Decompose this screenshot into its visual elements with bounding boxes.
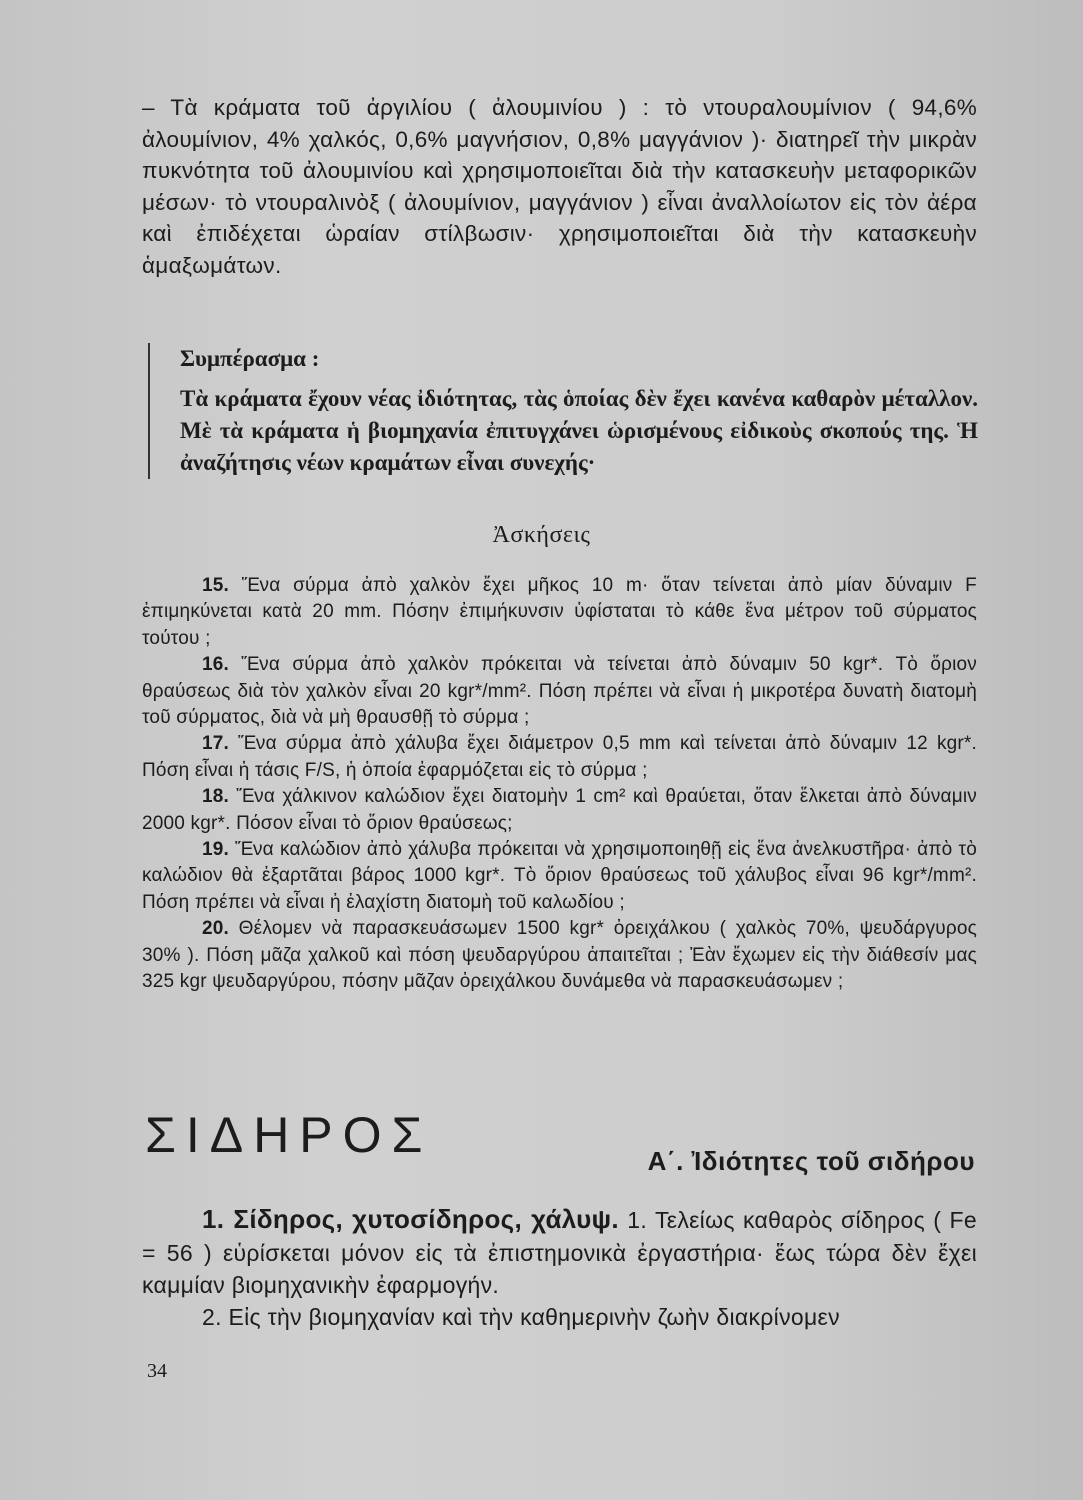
exercise-text: Ἕνα χάλκινον καλώδιον ἔχει διατομὴν 1 cm² καὶ θραύεται, ὅταν ἕλκεται ἀπὸ δύναμιν 2000 kgr*. Πόσον εἶναι τὸ ὅριον θραύσεως; <box>142 786 977 834</box>
exercise-number: 18. <box>202 786 230 808</box>
exercise-item <box>142 916 977 995</box>
conclusion-box <box>148 343 978 479</box>
exercise-item <box>142 837 977 916</box>
chapter-title: ΣΙΔΗΡΟΣ <box>145 1107 433 1163</box>
exercise-text: Θέλομεν νὰ παρασκευάσωμεν 1500 kgr* ὀρειχάλκου ( χαλκὸς 70%, ψευδάργυρος 30% ). Πόση μᾶζα χαλκοῦ καὶ πόση ψευδαργύρου ἀπαιτεῖται ; Ἐὰν ἔχωμεν εἰς τὴν διάθεσίν μας 325 kgr ψευδαργύρου, πόσην μᾶζαν ὀρειχάλκου δυνάμεθα νὰ παρασκευάσωμεν ; <box>142 918 977 993</box>
exercise-text: Ἕνα σύρμα ἀπὸ χαλκὸν πρόκειται νὰ τείνεται ἀπὸ δύναμιν 50 kgr*. Τὸ ὅριον θραύσεως διὰ τὸν χαλκὸν εἶναι 20 kgr*/mm². Πόση πρέπει νὰ εἶναι ἡ μικροτέρα δυνατὴ διατομὴ τοῦ σύρματος, διὰ νὰ μὴ θραυσθῇ τὸ σύρμα ; <box>142 654 977 729</box>
exercise-text: Ἕνα σύρμα ἀπὸ χάλυβα ἔχει διάμετρον 0,5 mm καὶ τείνεται ἀπὸ δύναμιν 12 kgr*. Πόση εἶναι ἡ τάσις F/S, ἡ ὁποία ἐφαρμόζεται εἰς τὸ σύρμα ; <box>142 733 978 781</box>
exercise-number: 17. <box>202 733 230 755</box>
exercises-list <box>142 573 977 996</box>
exercise-number: 20. <box>202 918 230 940</box>
exercises-title: Ἀσκήσεις <box>492 522 591 548</box>
exercise-item <box>142 784 977 837</box>
paragraph-1-text: 1. Τελείως καθαρὸς σίδηρος ( Fe = 56 ) εὑρίσκεται μόνον εἰς τὰ ἐπιστημονικὰ ἐργαστήρια· ἕως τώρα δὲν ἔχει καμμίαν βιομηχανικὴν ἐφαρμογήν. <box>142 1207 977 1298</box>
intro-paragraph: – Τὰ κράματα τοῦ ἀργιλίου ( ἀλουμινίου ) : τὸ ντουραλουμίνιον ( 94,6% ἀλουμίνιον, 4% χαλκός, 0,6% μαγνήσιον, 0,8% μαγγάνιον )· διατηρεῖ τὴν μικρὰν πυκνότητα τοῦ ἀλουμινίου καὶ χρησιμοποιεῖται διὰ τὴν κατασκευὴν μεταφορικῶν μέσων· τὸ ντουραλινὸξ ( ἀλουμίνιον, μαγγάνιον ) εἶναι ἀναλλοίωτον εἰς τὸν ἀέρα καὶ ἐπιδέχεται ὡραίαν στίλβωσιν· χρησιμοποιεῖται διὰ τὴν κατασκευὴν ἁμαξωμάτων. <box>142 95 977 278</box>
paragraph-2: 2. Εἰς τὴν βιομηχανίαν καὶ τὴν καθημερινὴν ζωὴν διακρίνομεν <box>202 1304 840 1330</box>
page-number: 34 <box>147 1360 167 1382</box>
exercise-number: 19. <box>202 839 230 861</box>
exercise-number: 16. <box>202 654 230 676</box>
exercise-item <box>142 652 977 731</box>
conclusion-heading: Συμπέρασμα : <box>180 346 320 371</box>
exercise-item <box>142 731 977 784</box>
exercise-text: Ἕνα καλώδιον ἀπὸ χάλυβα πρόκειται νὰ χρησιμοποιηθῇ εἰς ἕνα ἀνελκυστῆρα· ἀπὸ τὸ καλώδιον θὰ ἐξαρτᾶται βάρος 1000 kgr*. Τὸ ὅριον θραύσεως τοῦ χάλυβος εἶναι 96 kgr*/mm². Πόση πρέπει νὰ εἶναι ἡ ἐλαχίστη διατομὴ τοῦ καλωδίου ; <box>142 839 978 913</box>
conclusion-text: Τὰ κράματα ἔχουν νέας ἰδιότητας, τὰς ὁποίας δὲν ἔχει κανένα καθαρὸν μέταλλον. Μὲ τὰ κράματα ἡ βιομηχανία ἐπιτυγχάνει ὡρισμένους εἰδικοὺς σκοπούς της. Ἡ ἀναζήτησις νέων κραμάτων εἶναι συνεχής· <box>180 386 978 475</box>
exercise-number: 15. <box>202 575 230 596</box>
section-title: Α΄. Ἰδιότητες τοῦ σιδήρου <box>647 1146 975 1176</box>
exercise-text: Ἕνα σύρμα ἀπὸ χαλκὸν ἔχει μῆκος 10 m· ὅταν τείνεται ἀπὸ μίαν δύναμιν F ἐπιμηκύνεται κατὰ 20 mm. Πόσην ἐπιμήκυνσιν ὑφίσταται τὸ κάθε ἕνα μέτρον τοῦ σύρματος τούτου ; <box>142 575 977 649</box>
paragraph-1-title: 1. Σίδηρος, χυτοσίδηρος, χάλυψ. <box>202 1204 619 1234</box>
exercise-item <box>142 573 977 652</box>
paragraph-1 <box>142 1203 977 1302</box>
